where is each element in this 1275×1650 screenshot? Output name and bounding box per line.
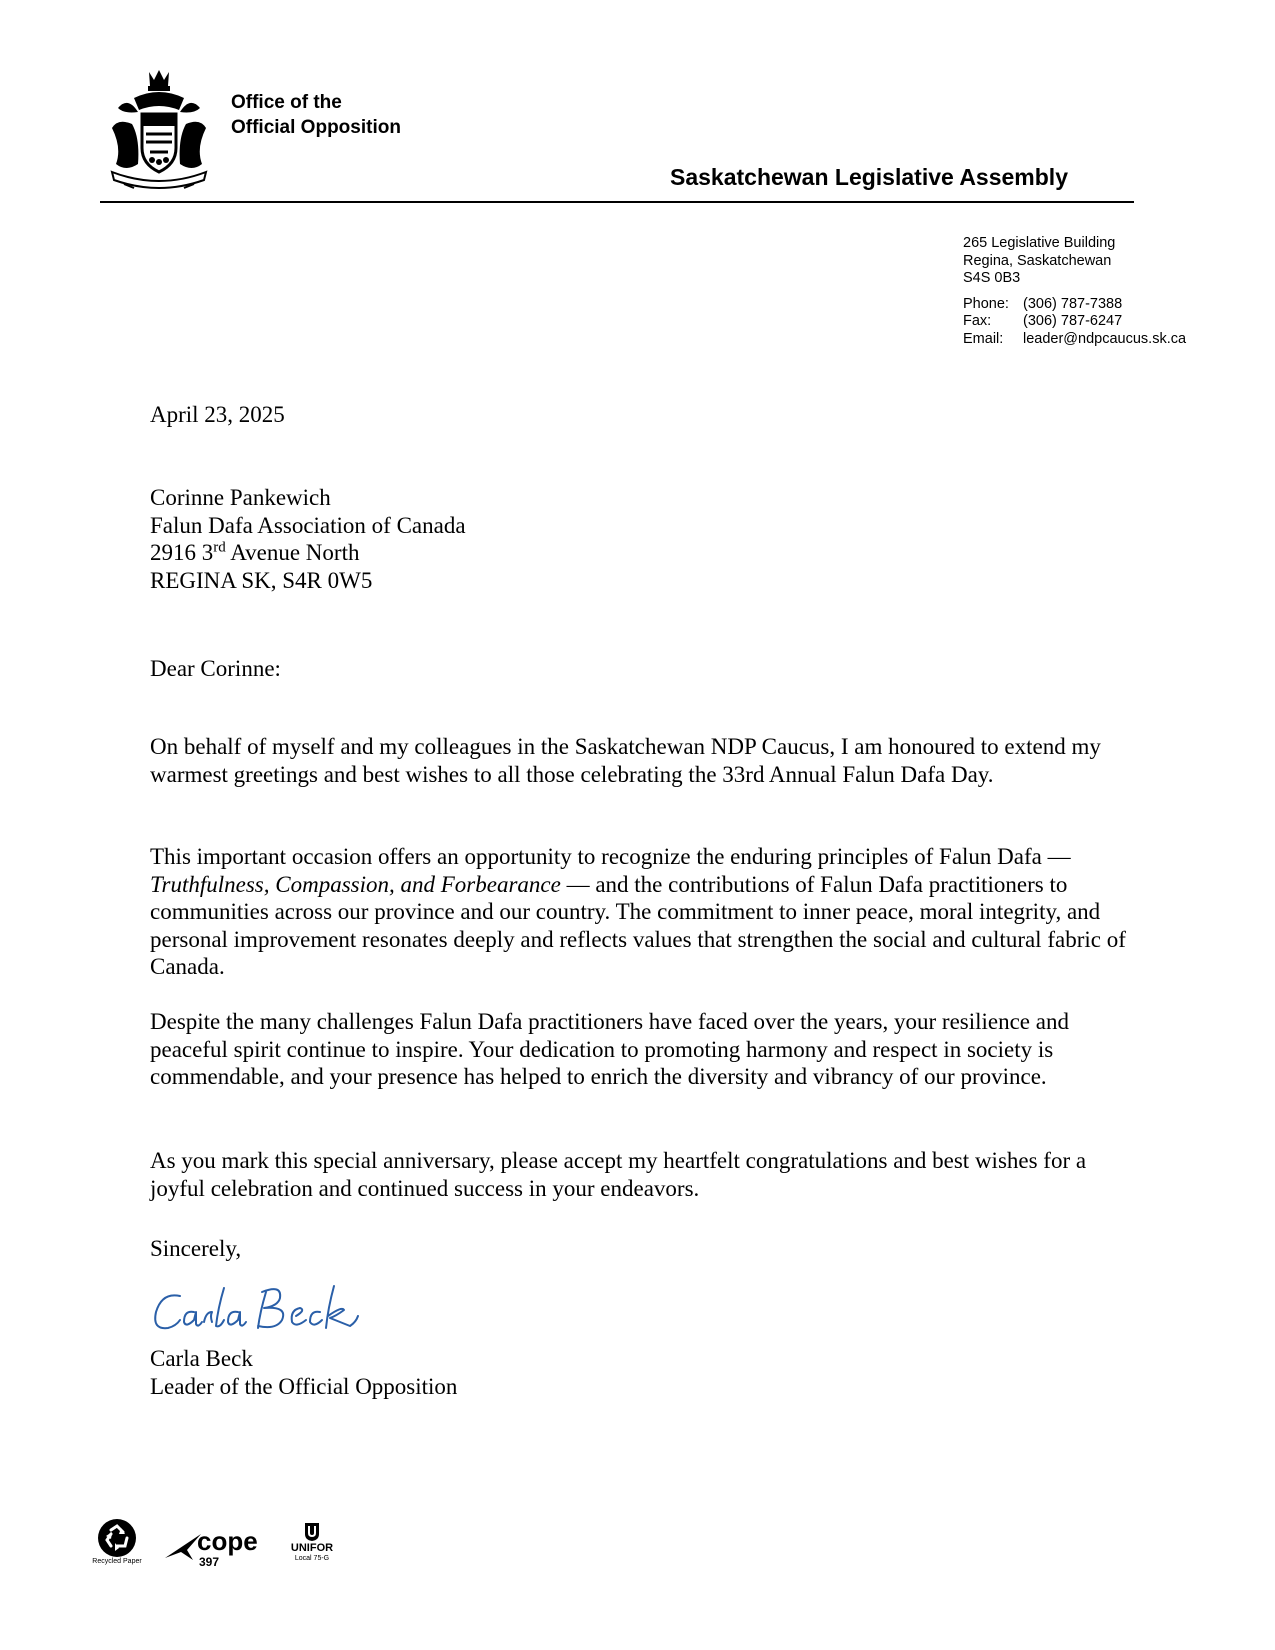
recipient-name: Corinne Pankewich [150, 485, 331, 510]
fax-label: Fax: [963, 313, 992, 329]
office-title [231, 90, 401, 140]
email-value: leader@ndpcaucus.sk.ca [1023, 330, 1187, 347]
paragraph-4: As you mark this special anniversary, please accept my heartfelt congratulations and best wishes for a joyful celebration and continued success in your endeavors. [150, 1148, 1087, 1201]
phone-value: (306) 787-7388 [1023, 295, 1123, 312]
paragraph-2-principles: Truthfulness, Compassion, and Forbearance [150, 871, 561, 897]
street-name: Avenue North [225, 540, 360, 565]
cope-bird-icon [165, 1532, 201, 1562]
handwritten-signature [150, 1282, 360, 1338]
signer-title: Leader of the Official Opposition [150, 1374, 458, 1399]
contact-gap [963, 288, 1186, 296]
paragraph-2-start: This important occasion offers an opportunity to recognize the enduring principles of Falun Dafa — [150, 844, 1071, 869]
paragraph-2 [150, 843, 1135, 981]
address-line-2: Regina, Saskatchewan [963, 252, 1112, 269]
recipient-organization: Falun Dafa Association of Canada [150, 512, 466, 538]
cope-wordmark: cope [197, 1526, 258, 1556]
recipient-block [150, 484, 1135, 594]
unifor-local: Local 75-G [294, 1555, 330, 1562]
paragraph-1: On behalf of myself and my colleagues in the Saskatchewan NDP Caucus, I am honoured to extend my warmest greetings and best wishes to all those celebrating the 33rd Annual Falun Dafa Day. [150, 734, 1101, 787]
closing: Sincerely, [150, 1236, 242, 1261]
paragraph-3: Despite the many challenges Falun Dafa practitioners have faced over the years, your resilience and peaceful spirit continue to inspire. Your dedication to promoting harmony and respect in society is commendable, and your presence has helped to enrich the diversity and vibrancy of our province. [150, 1009, 1069, 1089]
salutation: Dear Corinne: [150, 656, 281, 681]
assembly-name: Saskatchewan Legislative Assembly [669, 164, 1068, 190]
office-line-1: Office of the [231, 92, 342, 113]
phone-label: Phone: [963, 295, 1009, 312]
street-number: 2916 3 [150, 540, 214, 565]
paragraph-2-end: — and the contributions of Falun Dafa practitioners to communities across our province and our country. The commitment to inner peace, moral integrity, and personal improvement resonates deeply and reflects values that strengthen the social and cultural fabric of Canada. [150, 871, 1126, 979]
fax-value: (306) 787-6247 [1023, 313, 1123, 329]
recipient-street [150, 539, 1135, 567]
unifor-logo [289, 1522, 335, 1570]
fax-row [963, 313, 1186, 331]
recycled-label: Recycled Paper [92, 1558, 142, 1565]
phone-row [963, 296, 1186, 314]
email-label: Email: [963, 330, 1004, 347]
contact-block [963, 235, 1186, 348]
cope-397-logo [165, 1526, 265, 1570]
unifor-shield-icon [304, 1522, 320, 1542]
unifor-wordmark: UNIFOR [290, 1542, 334, 1554]
postal-code: S4S 0B3 [963, 270, 1021, 286]
recipient-city: REGINA SK, S4R 0W5 [150, 567, 373, 593]
header-rule [100, 201, 1134, 203]
cope-number: 397 [199, 1555, 220, 1569]
recycled-paper-logo [92, 1518, 142, 1570]
street-ordinal: rd [213, 539, 226, 556]
letter-date: April 23, 2025 [150, 402, 285, 427]
email-row [963, 331, 1186, 349]
signer-name: Carla Beck [150, 1346, 253, 1371]
recycle-icon [97, 1518, 137, 1558]
address-line-1: 265 Legislative Building [963, 235, 1116, 251]
office-line-2: Official Opposition [231, 117, 401, 138]
